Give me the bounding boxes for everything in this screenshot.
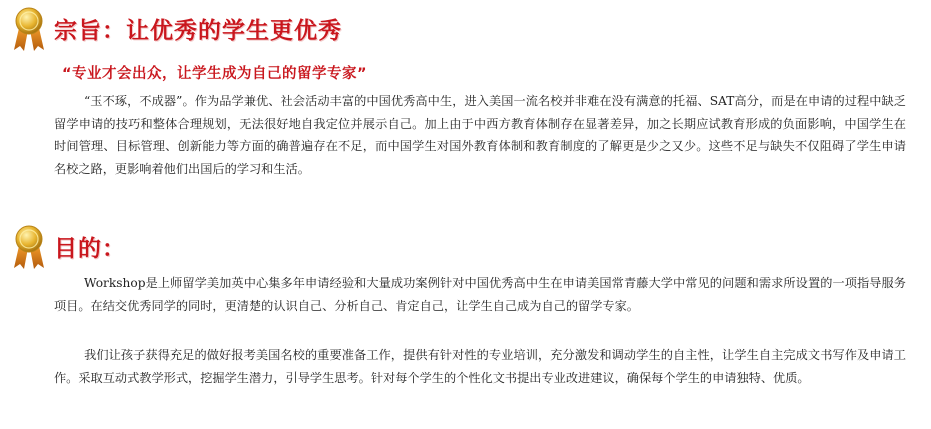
section2-heading: 目的： <box>54 235 126 262</box>
section1-heading: 宗旨：让优秀的学生更优秀 <box>54 17 342 44</box>
section1-slogan: “专业才会出众，让学生成为自己的留学专家” <box>62 66 368 82</box>
section1-paragraph <box>54 90 906 180</box>
section2-paragraph-2-text: 我们让孩子获得充足的做好报考美国名校的重要准备工作，提供有针对性的专业培训，充分激发和调动学生的自主性，让学生自主完成文书写作及申请工作。采取互动式教学形式，挖掘学生潜力，引导学生思考。针对每个学生的个性化文书提出专业改进建议，确保每个学生的申请独特、优质。 <box>54 348 906 385</box>
medal-icon <box>8 224 50 270</box>
section1-heading-row <box>0 6 931 52</box>
section2-paragraph-1-text: Workshop是上师留学美加英中心集多年申请经验和大量成功案例针对中国优秀高中生在申请美国常青藤大学中常见的问题和需求所设置的一项指导服务项目。在结交优秀同学的同时，更清楚的认识自己、分析自己、肯定自己，让学生自己成为自己的留学专家。 <box>54 276 906 313</box>
section2-heading-row <box>0 224 931 270</box>
section1-paragraph-text: “玉不琢，不成器”。作为品学兼优、社会活动丰富的中国优秀高中生，进入美国一流名校并非难在没有满意的托福、SAT高分，而是在申请的过程中缺乏留学申请的技巧和整体合理规划，无法很好地自我定位并展示自己。加上由于中西方教育体制存在显著差异，加之长期应试教育形成的负面影响，中国学生在时间管理、目标管理、创新能力等方面的确普遍存在不足，而中国学生对国外教育体制和教育制度的了解更是少之又少。这些不足与缺失不仅阻碍了学生申请名校之路，更影响着他们出国后的学习和生活。 <box>54 94 906 176</box>
section2-paragraph-1 <box>54 272 906 317</box>
medal-icon <box>8 6 50 52</box>
section2-paragraph-2 <box>54 344 906 389</box>
